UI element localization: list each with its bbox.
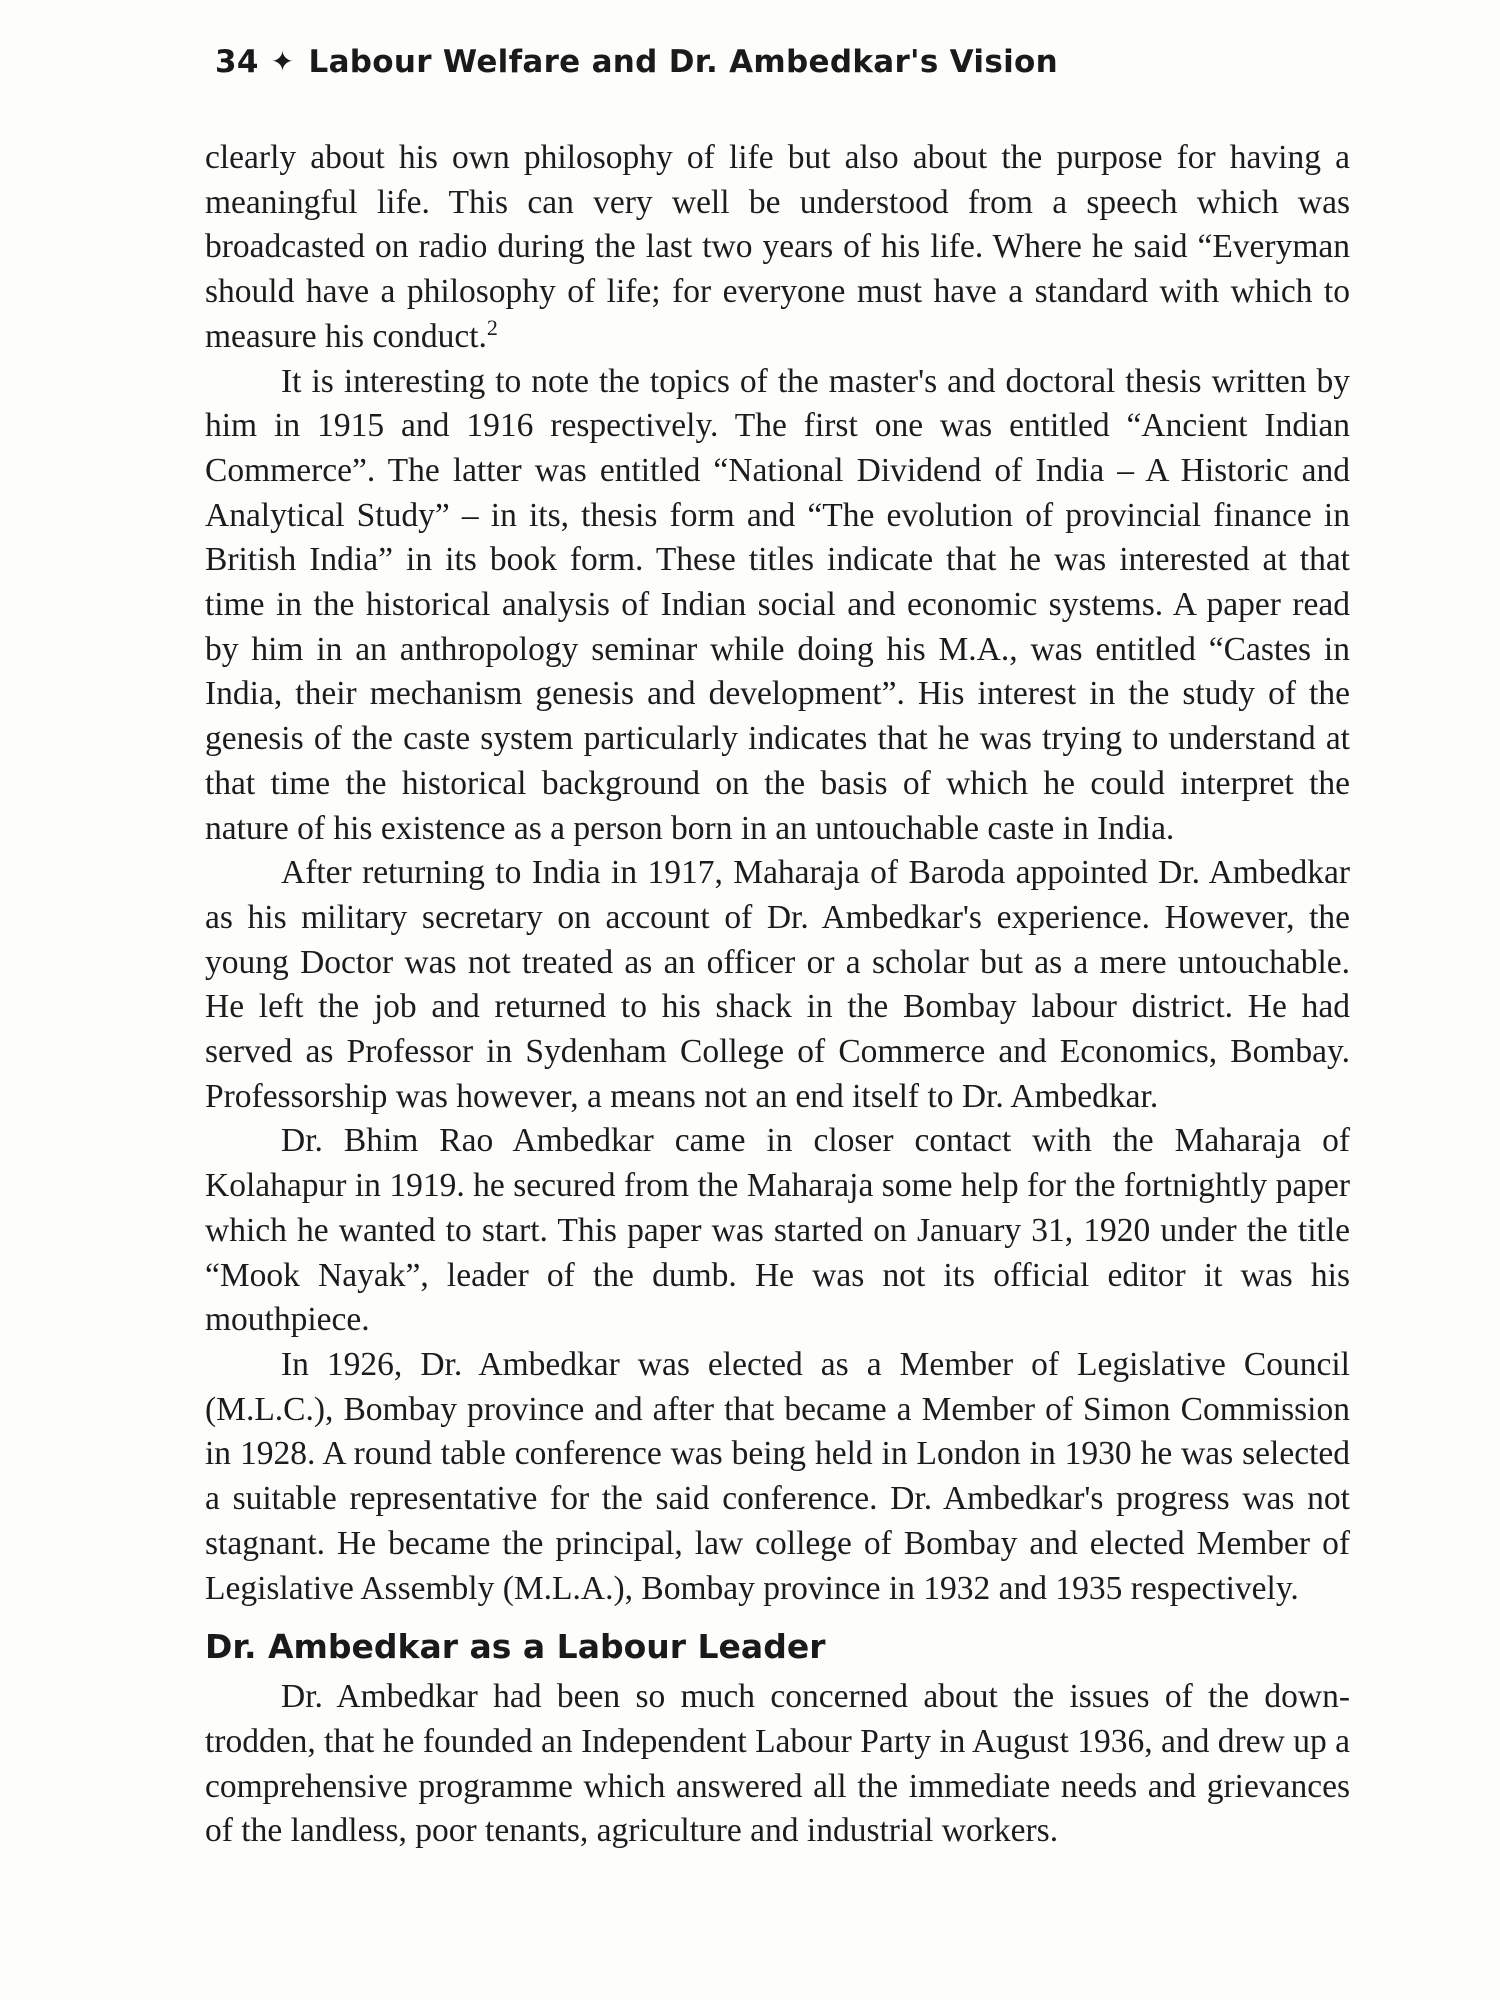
paragraph-continuation [205, 136, 1350, 360]
body-text [205, 136, 1350, 1854]
running-head [215, 44, 1058, 80]
paragraph-text: clearly about his own philosophy of life but also about the purpose for having a meaningful life. This can very well be understood from a speech which was broadcasted on radio during the last two years of his life. Where he said “Everyman should have a philosophy of life; for everyone must have a standard with which to measure his conduct. [205, 139, 1350, 355]
page-number: 34 [215, 44, 259, 80]
paragraph-legislative-career: In 1926, Dr. Ambedkar was elected as a Member of Legislative Council (M.L.C.), Bombay province and after that became a Member of Simon Commission in 1928. A round table conference was being held in London in 1930 he was selected a suitable representative for the said conference. Dr. Ambedkar's progress was not stagnant. He became the principal, law college of Bombay and elected Member of Legislative Assembly (M.L.A.), Bombay province in 1932 and 1935 respectively. [205, 1345, 1350, 1607]
section-heading: Dr. Ambedkar as a Labour Leader [205, 1627, 826, 1667]
separator-icon: ✦ [270, 45, 295, 78]
paragraph-labour-party: Dr. Ambedkar had been so much concerned about the issues of the down-trodden, that he founded an Independent Labour Party in August 1936, and drew up a comprehensive programme which answered all the immediate needs and grievances of the landless, poor tenants, agriculture and industrial workers. [205, 1678, 1350, 1850]
paragraph-mook-nayak: Dr. Bhim Rao Ambedkar came in closer contact with the Maharaja of Kolahapur in 1919. he secured from the Maharaja some help for the fortnightly paper which he wanted to start. This paper was started on January 31, 1920 under the title “Mook Nayak”, leader of the dumb. He was not its official editor it was his mouthpiece. [205, 1122, 1350, 1339]
footnote-marker: 2 [486, 314, 498, 340]
running-title: Labour Welfare and Dr. Ambedkar's Vision [308, 44, 1058, 80]
paragraph-baroda: After returning to India in 1917, Maharaja of Baroda appointed Dr. Ambedkar as his military secretary on account of Dr. Ambedkar's experience. However, the young Doctor was not treated as an officer or a scholar but as a mere untouchable. He left the job and returned to his shack in the Bombay labour district. He had served as Professor in Sydenham College of Commerce and Economics, Bombay. Professorship was however, a means not an end itself to Dr. Ambedkar. [205, 854, 1350, 1115]
paragraph-thesis-topics: It is interesting to note the topics of the master's and doctoral thesis written by him in 1915 and 1916 respectively. The first one was entitled “Ancient Indian Commerce”. The latter was entitled “National Dividend of India – A Historic and Analytical Study” – in its, thesis form and “The evolution of provincial finance in British India” in its book form. These titles indicate that he was interested at that time in the historical analysis of Indian social and economic systems. A paper read by him in an anthropology seminar while doing his M.A., was entitled “Castes in India, their mechanism genesis and development”. His interest in the study of the genesis of the caste system particularly indicates that he was trying to understand at that time the historical background on the basis of which he could interpret the nature of his existence as a person born in an untouchable caste in India. [205, 362, 1350, 847]
